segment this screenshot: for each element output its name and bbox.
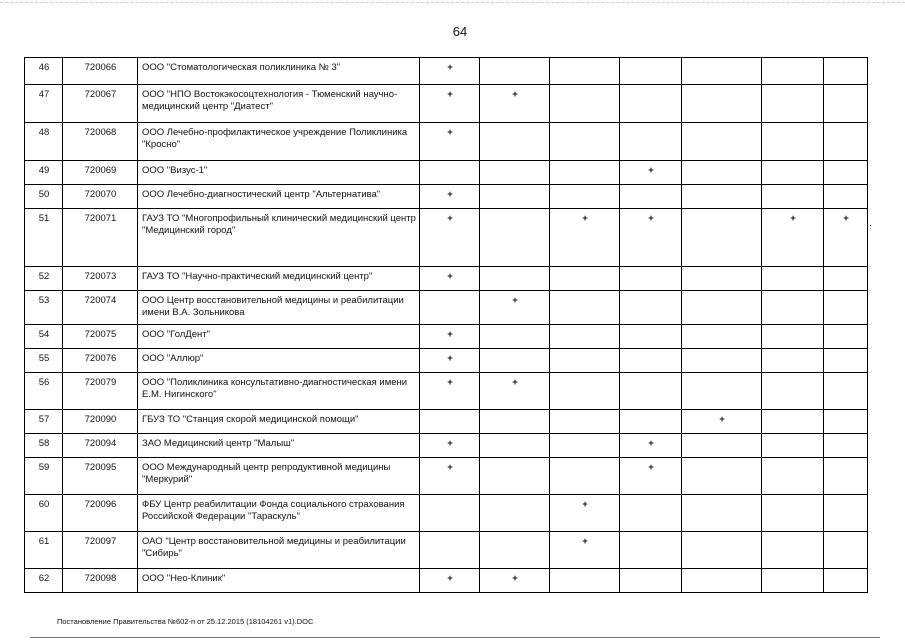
org-code: 720070 (63, 185, 138, 209)
mark-cell (550, 185, 620, 209)
mark-cell (620, 267, 682, 291)
org-code: 720073 (63, 267, 138, 291)
mark-cell (480, 532, 550, 569)
mark-cell (480, 495, 550, 532)
row-number: 56 (25, 373, 63, 410)
mark-cell (620, 410, 682, 434)
table-row (25, 325, 868, 349)
mark-cell: + (550, 209, 620, 267)
mark-cell (550, 434, 620, 458)
mark-cell (824, 267, 868, 291)
mark-cell (480, 434, 550, 458)
mark-cell (762, 569, 824, 593)
registry-table-body (25, 58, 868, 593)
mark-cell (762, 185, 824, 209)
mark-cell (682, 161, 762, 185)
mark-cell (420, 495, 480, 532)
table-row (25, 569, 868, 593)
row-number: 48 (25, 123, 63, 161)
row-number: 61 (25, 532, 63, 569)
table-row (25, 410, 868, 434)
row-number: 60 (25, 495, 63, 532)
mark-cell: + (420, 123, 480, 161)
org-code: 720075 (63, 325, 138, 349)
org-code: 720067 (63, 85, 138, 123)
mark-cell: + (620, 434, 682, 458)
mark-cell: + (682, 410, 762, 434)
table-row (25, 532, 868, 569)
mark-cell (682, 185, 762, 209)
row-number: 55 (25, 349, 63, 373)
org-name: ГАУЗ ТО "Многопрофильный клинический медицинский центр "Медицинский город" (138, 209, 420, 267)
mark-cell (550, 123, 620, 161)
mark-cell: + (420, 373, 480, 410)
mark-cell (620, 58, 682, 85)
table-row (25, 123, 868, 161)
table-row (25, 209, 868, 267)
mark-cell (762, 458, 824, 495)
mark-cell: + (420, 185, 480, 209)
mark-cell (682, 123, 762, 161)
mark-cell (762, 291, 824, 325)
org-code: 720068 (63, 123, 138, 161)
table-row (25, 458, 868, 495)
mark-cell: + (620, 161, 682, 185)
row-number: 46 (25, 58, 63, 85)
mark-cell (480, 209, 550, 267)
table-row (25, 291, 868, 325)
row-number: 54 (25, 325, 63, 349)
org-name: ООО "НПО Востокэкосоцтехнология - Тюменский научно-медицинский центр "Диатест" (138, 85, 420, 123)
org-code: 720094 (63, 434, 138, 458)
mark-cell (824, 373, 868, 410)
page-number: 64 (452, 24, 468, 39)
mark-cell (480, 185, 550, 209)
mark-cell (420, 410, 480, 434)
mark-cell (824, 291, 868, 325)
org-name: ГАУЗ ТО "Научно-практический медицинский центр" (138, 267, 420, 291)
mark-cell (620, 85, 682, 123)
mark-cell (824, 58, 868, 85)
org-name: ООО "Стоматологическая поликлиника № 3" (138, 58, 420, 85)
mark-cell (762, 267, 824, 291)
mark-cell (480, 58, 550, 85)
table-row (25, 185, 868, 209)
org-code: 720090 (63, 410, 138, 434)
org-name: ООО "Аллюр" (138, 349, 420, 373)
mark-cell (480, 161, 550, 185)
mark-cell (620, 123, 682, 161)
registry-table (24, 57, 868, 593)
table-row (25, 267, 868, 291)
org-code: 720071 (63, 209, 138, 267)
mark-cell (682, 495, 762, 532)
mark-cell (480, 410, 550, 434)
mark-cell (824, 349, 868, 373)
mark-cell (682, 569, 762, 593)
row-number: 53 (25, 291, 63, 325)
org-code: 720098 (63, 569, 138, 593)
org-name: ГБУЗ ТО "Станция скорой медицинской помощи" (138, 410, 420, 434)
mark-cell (550, 349, 620, 373)
bottom-rule (30, 637, 880, 638)
mark-cell (550, 569, 620, 593)
row-number: 58 (25, 434, 63, 458)
mark-cell (480, 123, 550, 161)
table-row (25, 161, 868, 185)
mark-cell (762, 495, 824, 532)
row-number: 50 (25, 185, 63, 209)
mark-cell (762, 410, 824, 434)
mark-cell (480, 349, 550, 373)
mark-cell (682, 325, 762, 349)
mark-cell (620, 373, 682, 410)
mark-cell (480, 458, 550, 495)
row-number: 49 (25, 161, 63, 185)
mark-cell (762, 373, 824, 410)
mark-cell (620, 291, 682, 325)
mark-cell (620, 495, 682, 532)
mark-cell (550, 458, 620, 495)
mark-cell (762, 434, 824, 458)
table-row (25, 495, 868, 532)
mark-cell (550, 85, 620, 123)
org-name: ФБУ Центр реабилитации Фонда социального страхования Российской Федерации "Тараскуль" (138, 495, 420, 532)
mark-cell: + (420, 209, 480, 267)
mark-cell: + (550, 532, 620, 569)
mark-cell (762, 161, 824, 185)
mark-cell: + (480, 291, 550, 325)
row-number: 47 (25, 85, 63, 123)
mark-cell (682, 532, 762, 569)
mark-cell (824, 161, 868, 185)
org-code: 720096 (63, 495, 138, 532)
org-name: ООО "Нео-Клиник" (138, 569, 420, 593)
mark-cell (480, 267, 550, 291)
org-name: ЗАО Медицинский центр "Малыш" (138, 434, 420, 458)
mark-cell (824, 495, 868, 532)
table-row (25, 373, 868, 410)
mark-cell (620, 532, 682, 569)
mark-cell (420, 291, 480, 325)
table-row (25, 349, 868, 373)
org-name: ООО Центр восстановительной медицины и реабилитации имени В.А. Зольникова (138, 291, 420, 325)
mark-cell (762, 123, 824, 161)
mark-cell (824, 185, 868, 209)
mark-cell (620, 325, 682, 349)
mark-cell: + (550, 495, 620, 532)
mark-cell (420, 161, 480, 185)
mark-cell (762, 58, 824, 85)
mark-cell (762, 532, 824, 569)
mark-cell (550, 58, 620, 85)
mark-cell (824, 123, 868, 161)
mark-cell (620, 185, 682, 209)
mark-cell: + (480, 569, 550, 593)
mark-cell (682, 373, 762, 410)
mark-cell: + (420, 267, 480, 291)
mark-cell (762, 85, 824, 123)
mark-cell (620, 569, 682, 593)
mark-cell: + (762, 209, 824, 267)
mark-cell (682, 209, 762, 267)
mark-cell (682, 85, 762, 123)
org-name: ООО "Поликлиника консультативно-диагностическая имени Е.М. Нигинского" (138, 373, 420, 410)
mark-cell (682, 291, 762, 325)
row-number: 52 (25, 267, 63, 291)
mark-cell (550, 410, 620, 434)
mark-cell (682, 349, 762, 373)
org-code: 720095 (63, 458, 138, 495)
org-code: 720066 (63, 58, 138, 85)
row-number: 62 (25, 569, 63, 593)
mark-cell: + (420, 569, 480, 593)
mark-cell: + (420, 85, 480, 123)
mark-cell: + (420, 325, 480, 349)
mark-cell (824, 85, 868, 123)
mark-cell (550, 373, 620, 410)
mark-cell (550, 291, 620, 325)
table-row (25, 434, 868, 458)
mark-cell: + (420, 434, 480, 458)
org-name: ООО Международный центр репродуктивной медицины "Меркурий" (138, 458, 420, 495)
top-rule (0, 2, 905, 3)
mark-cell (824, 325, 868, 349)
mark-cell (824, 410, 868, 434)
mark-cell (682, 458, 762, 495)
org-name: ООО "Визус-1" (138, 161, 420, 185)
mark-cell (682, 58, 762, 85)
mark-cell (824, 532, 868, 569)
mark-cell (420, 532, 480, 569)
mark-cell: + (420, 58, 480, 85)
mark-cell (550, 325, 620, 349)
org-code: 720074 (63, 291, 138, 325)
mark-cell (824, 434, 868, 458)
document-footer: Постановление Правительства №602-п от 25.12.2015 (18104261 v1).DOC (57, 617, 314, 626)
mark-cell: + (420, 458, 480, 495)
table-row (25, 85, 868, 123)
mark-cell (682, 434, 762, 458)
mark-cell: + (480, 373, 550, 410)
mark-cell (824, 458, 868, 495)
mark-cell: + (620, 209, 682, 267)
mark-cell: + (420, 349, 480, 373)
org-code: 720069 (63, 161, 138, 185)
mark-cell (682, 267, 762, 291)
mark-cell (480, 325, 550, 349)
scan-speck: . (869, 218, 872, 229)
row-number: 57 (25, 410, 63, 434)
mark-cell: + (620, 458, 682, 495)
org-name: ООО Лечебно-профилактическое учреждение Поликлиника "Кросно" (138, 123, 420, 161)
mark-cell (550, 267, 620, 291)
row-number: 59 (25, 458, 63, 495)
table-row (25, 58, 868, 85)
org-name: ОАО "Центр восстановительной медицины и реабилитации "Сибирь" (138, 532, 420, 569)
mark-cell (620, 349, 682, 373)
mark-cell (762, 349, 824, 373)
org-name: ООО "ГолДент" (138, 325, 420, 349)
org-name: ООО Лечебно-диагностический центр "Альтернатива" (138, 185, 420, 209)
mark-cell: + (824, 209, 868, 267)
org-code: 720097 (63, 532, 138, 569)
mark-cell: + (480, 85, 550, 123)
mark-cell (824, 569, 868, 593)
org-code: 720076 (63, 349, 138, 373)
mark-cell (550, 161, 620, 185)
org-code: 720079 (63, 373, 138, 410)
mark-cell (762, 325, 824, 349)
row-number: 51 (25, 209, 63, 267)
